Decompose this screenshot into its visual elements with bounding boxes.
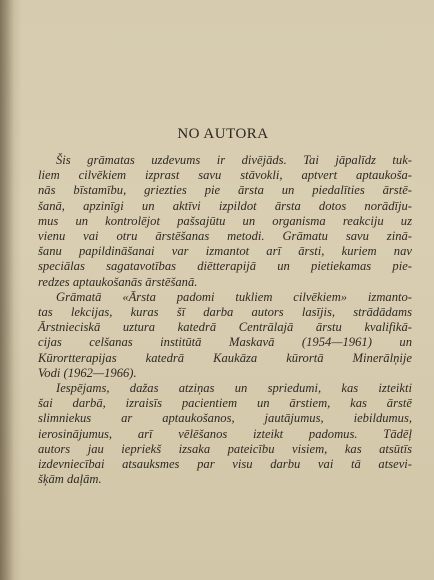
text-line: mus un kontrolējot pašsajūtu un organisma reakciju uz [38,213,412,228]
text-line: vienu vai otru ārstēšanas metodi. Grāmatu savu zinā- [38,229,412,244]
paragraph-2 [38,290,412,381]
text-line: nās bīstamību, griezties pie ārsta un piedalīties ārstē- [38,183,412,198]
text-line: šanu papildināšanai var izmantot arī ārsti, kuriem nav [38,244,412,259]
text-line: izdevniecībai atsauksmes par visu darbu vai tā atsevi- [38,457,412,472]
text-line: Ārstnieciskā uztura katedrā Centrālajā ārstu kvalifikā- [38,320,412,335]
text-line: šai darbā, izraisīs pacientiem un ārstiem, kas ārstē [38,396,412,411]
text-line: šķām daļām. [38,472,102,487]
text-line: speciālas sagatavotības diētterapijā un pietiekamas pie- [38,259,412,274]
text-line: Grāmatā «Ārsta padomi tukliem cilvēkiem» izmanto- [56,289,412,304]
text-line: šanā, apzinīgi un aktīvi izpildot ārsta dotos norādīju- [38,198,412,213]
text-line: redzes aptaukošanās ārstēšanā. [38,274,198,289]
text-line: autors jau iepriekš izsaka pateicību visiem, kas atsūtīs [38,441,412,456]
text-line: Iespējams, dažas atziņas un spriedumi, kas izteikti [56,381,412,396]
paragraph-1 [38,153,412,290]
text-line: Kūrortterapijas katedrā Kaukāza kūrortā Minerālņije [38,350,412,365]
text-line: liem cilvēkiem izprast savu stāvokli, aptvert aptaukoša- [38,168,412,183]
text-line: ierosinājumus, arī vēlēšanos izteikt padomus. Tādēļ [38,426,412,441]
paragraph-3 [38,381,412,487]
text-line: slimniekus ar aptaukošanos, jautājumus, iebildumus, [38,411,412,426]
body-text [38,153,412,487]
text-line: cijas celšanas institūtā Maskavā (1954—1961) un [38,335,412,350]
text-line: Vodi (1962—1966). [38,365,137,380]
page-spine-shadow [0,0,14,580]
page-heading: NO AUTORA [177,126,269,142]
text-line: tas lekcijas, kuras šī darba autors lasījis, strādādams [38,305,412,320]
text-line: Šis grāmatas uzdevums ir divējāds. Tai jāpalīdz tuk- [56,153,412,167]
